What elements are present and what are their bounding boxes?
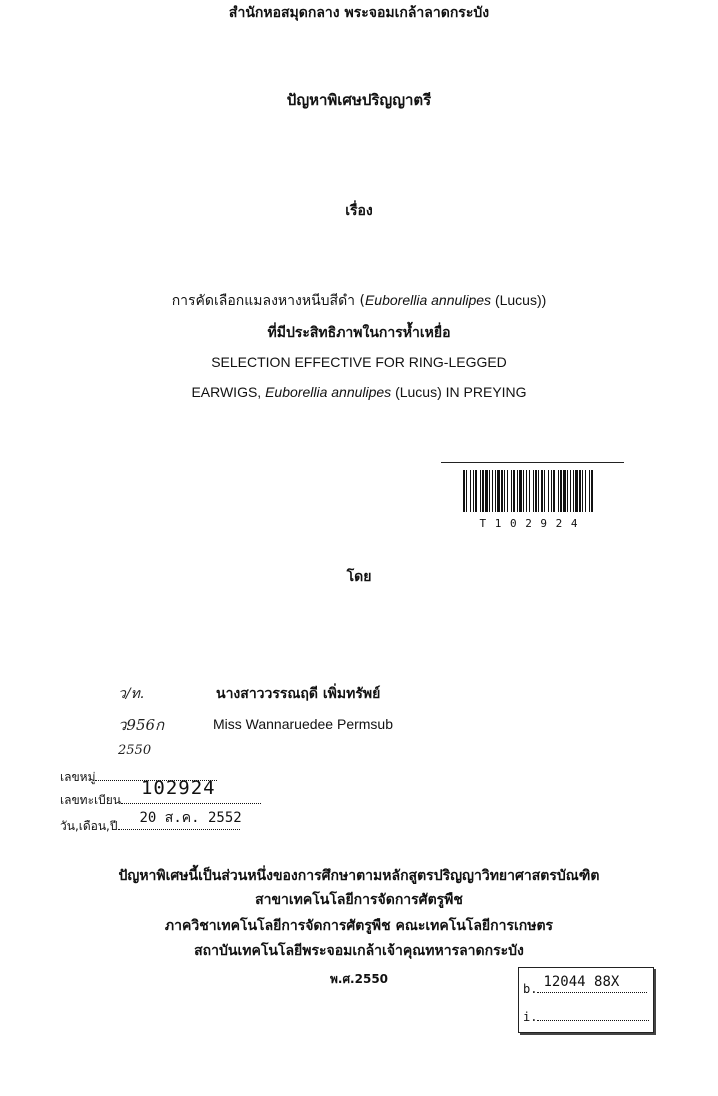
barcode-bar (517, 470, 518, 512)
barcode (462, 470, 596, 530)
barcode-bar (560, 470, 562, 512)
catalog-i-label: i. (523, 1010, 538, 1024)
barcode-bar (480, 470, 481, 512)
barcode-bar (551, 470, 552, 512)
barcode-bar (466, 470, 467, 512)
footer-line-1: ปัญหาพิเศษนี้เป็นส่วนหนึ่งของการศึกษาตามหลักสูตรปริญญาวิทยาศาสตรบัณฑิต (118, 868, 600, 884)
barcode-bar (511, 470, 512, 512)
barcode-bar (470, 470, 471, 512)
title-english-post: (Lucus) IN PREYING (391, 384, 527, 400)
title-thai-line2: ที่มีประสิทธิภาพในการห้ำเหยื่อ (267, 325, 451, 341)
title-english-pre: EARWIGS, (191, 384, 266, 400)
title-thai-species: Euborellia annulipes (364, 292, 492, 308)
barcode-bar (523, 470, 524, 512)
barcode-bar (526, 470, 527, 512)
title-english-line2 (0, 384, 718, 400)
barcode-bar (492, 470, 493, 512)
footer-line-3: ภาควิชาเทคโนโลยีการจัดการศัตรูพืช คณะเทคโนโลยีการเกษตร (164, 918, 554, 934)
barcode-bar (541, 470, 543, 512)
catalog-b-row (523, 974, 647, 996)
barcode-bar (473, 470, 474, 512)
barcode-bars (462, 470, 596, 512)
title-thai-post: (Lucus)) (491, 292, 547, 308)
barcode-bar (489, 470, 490, 512)
catalog-i-row (523, 1010, 649, 1024)
barcode-bar (507, 470, 508, 512)
title-thai-line1 (0, 290, 718, 312)
footer-line-4: สถาบันเทคโนโลยีพระจอมเกล้าเจ้าคุณทหารลาดกระบัง (194, 943, 524, 959)
barcode-bar (519, 470, 522, 512)
author-english-name: Miss Wannaruedee Permsub (213, 716, 394, 732)
barcode-bar (482, 470, 484, 512)
footer-line-2: สาขาเทคโนโลยีการจัดการศัตรูพืช (255, 892, 463, 908)
barcode-bar (504, 470, 505, 512)
barcode-bar (589, 470, 590, 512)
catalog-b-label: b. (523, 982, 538, 996)
barcode-bar (538, 470, 539, 512)
barcode-bar (585, 470, 586, 512)
barcode-bar (563, 470, 566, 512)
title-thai-pre: การคัดเลือกแมลงหางหนีบสีดำ ( (171, 293, 365, 309)
barcode-bar (579, 470, 581, 512)
title-english-species: Euborellia annulipes (265, 384, 392, 400)
barcode-bar (558, 470, 559, 512)
barcode-bar (553, 470, 555, 512)
barcode-code: T 1 0 2 9 2 4 (479, 517, 579, 530)
barcode-bar (582, 470, 583, 512)
catalog-box (518, 967, 654, 1033)
date-row (60, 810, 242, 836)
footer-year: พ.ศ.2550 (329, 972, 389, 986)
title-english-line1: SELECTION EFFECTIVE FOR RING-LEGGED (211, 354, 507, 370)
date-value: 20 ส.ค. 2552 (139, 810, 242, 826)
barcode-bar (475, 470, 477, 512)
catalog-b-value: 12044 88X (543, 974, 620, 990)
document-type: ปัญหาพิเศษปริญญาตรี (286, 91, 432, 109)
registration-value: 102924 (140, 777, 216, 799)
catalog-i-dots (537, 1020, 649, 1021)
barcode-bar (544, 470, 545, 512)
barcode-rule (441, 462, 624, 463)
barcode-bar (501, 470, 503, 512)
barcode-bar (495, 470, 496, 512)
barcode-bar (575, 470, 578, 512)
registration-label: เลขทะเบียน (60, 793, 121, 807)
barcode-bar (497, 470, 500, 512)
call-number-label: เลขหมู่ (60, 770, 96, 784)
barcode-bar (535, 470, 537, 512)
barcode-bar (529, 470, 530, 512)
barcode-bar (485, 470, 488, 512)
barcode-bar (533, 470, 534, 512)
date-field (118, 810, 242, 830)
catalog-b-field (537, 974, 647, 993)
barcode-bar (570, 470, 571, 512)
date-label: วัน,เดือน,ปี (60, 819, 118, 833)
registration-field (121, 777, 261, 804)
handwritten-note-2: ว956ก (118, 716, 165, 734)
author-thai-name: นางสาววรรณฤดี เพิ่มทรัพย์ (216, 686, 381, 702)
institution-header: สำนักหอสมุดกลาง พระจอมเกล้าลาดกระบัง (228, 5, 490, 21)
barcode-bar (548, 470, 549, 512)
subject-label: เรื่อง (345, 203, 373, 219)
barcode-bar (573, 470, 574, 512)
by-label: โดย (346, 569, 372, 585)
barcode-bar (591, 470, 593, 512)
handwritten-note-3: 2550 (118, 743, 152, 758)
handwritten-note-1: ว/ท. (118, 686, 145, 702)
barcode-bar (513, 470, 515, 512)
barcode-bar (463, 470, 465, 512)
barcode-bar (567, 470, 568, 512)
